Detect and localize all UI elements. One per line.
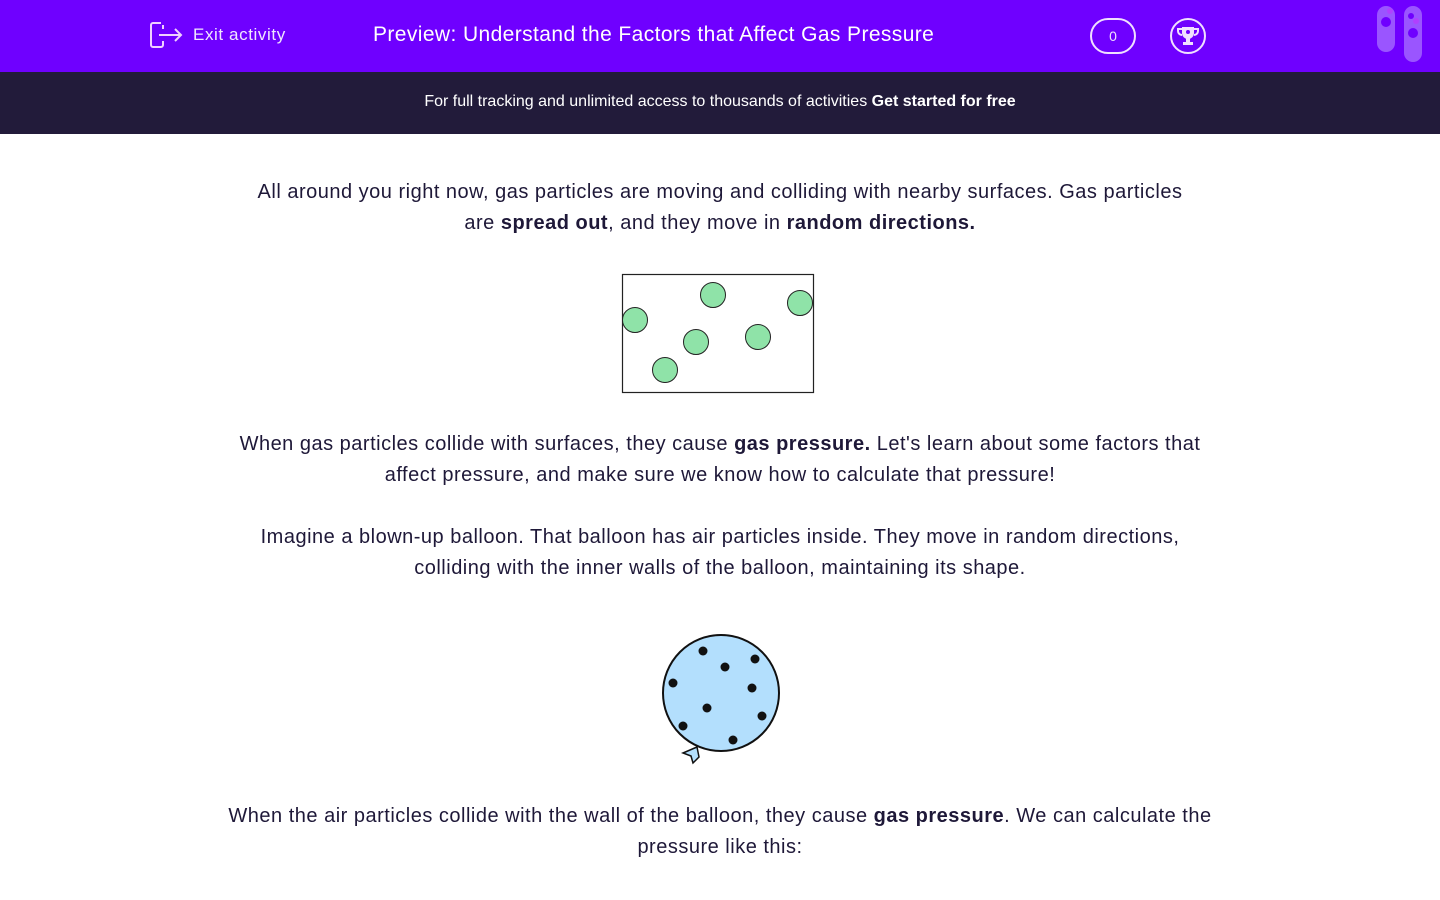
particle — [684, 330, 709, 355]
get-started-link[interactable]: Get started for free — [871, 93, 1016, 110]
signup-banner — [0, 72, 1440, 134]
bold-text: gas pressure — [873, 805, 1005, 827]
text: are — [464, 212, 501, 234]
page-title: Preview: Understand the Factors that Affect Gas Pressure — [373, 23, 935, 46]
exit-icon — [149, 21, 183, 49]
exit-activity-button[interactable] — [149, 21, 286, 49]
particle — [653, 358, 678, 383]
bold-text: gas pressure. — [734, 433, 871, 455]
banner-text: For full tracking and unlimited access to thousands of activities — [424, 93, 872, 110]
text-line: colliding with the inner walls of the balloon, maintaining its shape. — [414, 557, 1026, 579]
top-bar — [0, 0, 1440, 72]
balloon-paragraph — [0, 522, 1440, 584]
gas-particles-diagram — [621, 273, 816, 395]
bold-text: random directions. — [786, 212, 976, 234]
intro-paragraph — [0, 177, 1440, 239]
text-line: Imagine a blown-up balloon. That balloon has air particles inside. They move in random directions, — [260, 526, 1180, 548]
text-line: affect pressure, and make sure we know how to calculate that pressure! — [384, 464, 1056, 486]
balloon-knot — [683, 747, 699, 763]
bold-text: spread out — [500, 212, 609, 234]
trophy-icon — [1177, 25, 1199, 47]
text-line: pressure like this: — [637, 836, 803, 858]
balloon-diagram — [655, 630, 785, 766]
test-tubes-logo — [1376, 6, 1436, 64]
exit-label: Exit activity — [193, 25, 286, 44]
text-line: All around you right now, gas particles are moving and colliding with nearby surfaces. Gas particles — [257, 181, 1183, 203]
trophy-button[interactable] — [1170, 18, 1206, 54]
particle — [623, 308, 648, 333]
particle — [701, 283, 726, 308]
text: When the air particles collide with the wall of the balloon, they cause — [228, 805, 874, 827]
calculation-paragraph — [0, 801, 1440, 863]
text: When gas particles collide with surfaces, they cause — [239, 433, 735, 455]
score-badge: 0 — [1090, 18, 1136, 54]
text: Let's learn about some factors that — [870, 433, 1201, 455]
gas-pressure-paragraph — [0, 429, 1440, 491]
particle — [746, 325, 771, 350]
particle — [788, 291, 813, 316]
text: , and they move in — [608, 212, 787, 234]
text: . We can calculate the — [1004, 805, 1212, 827]
